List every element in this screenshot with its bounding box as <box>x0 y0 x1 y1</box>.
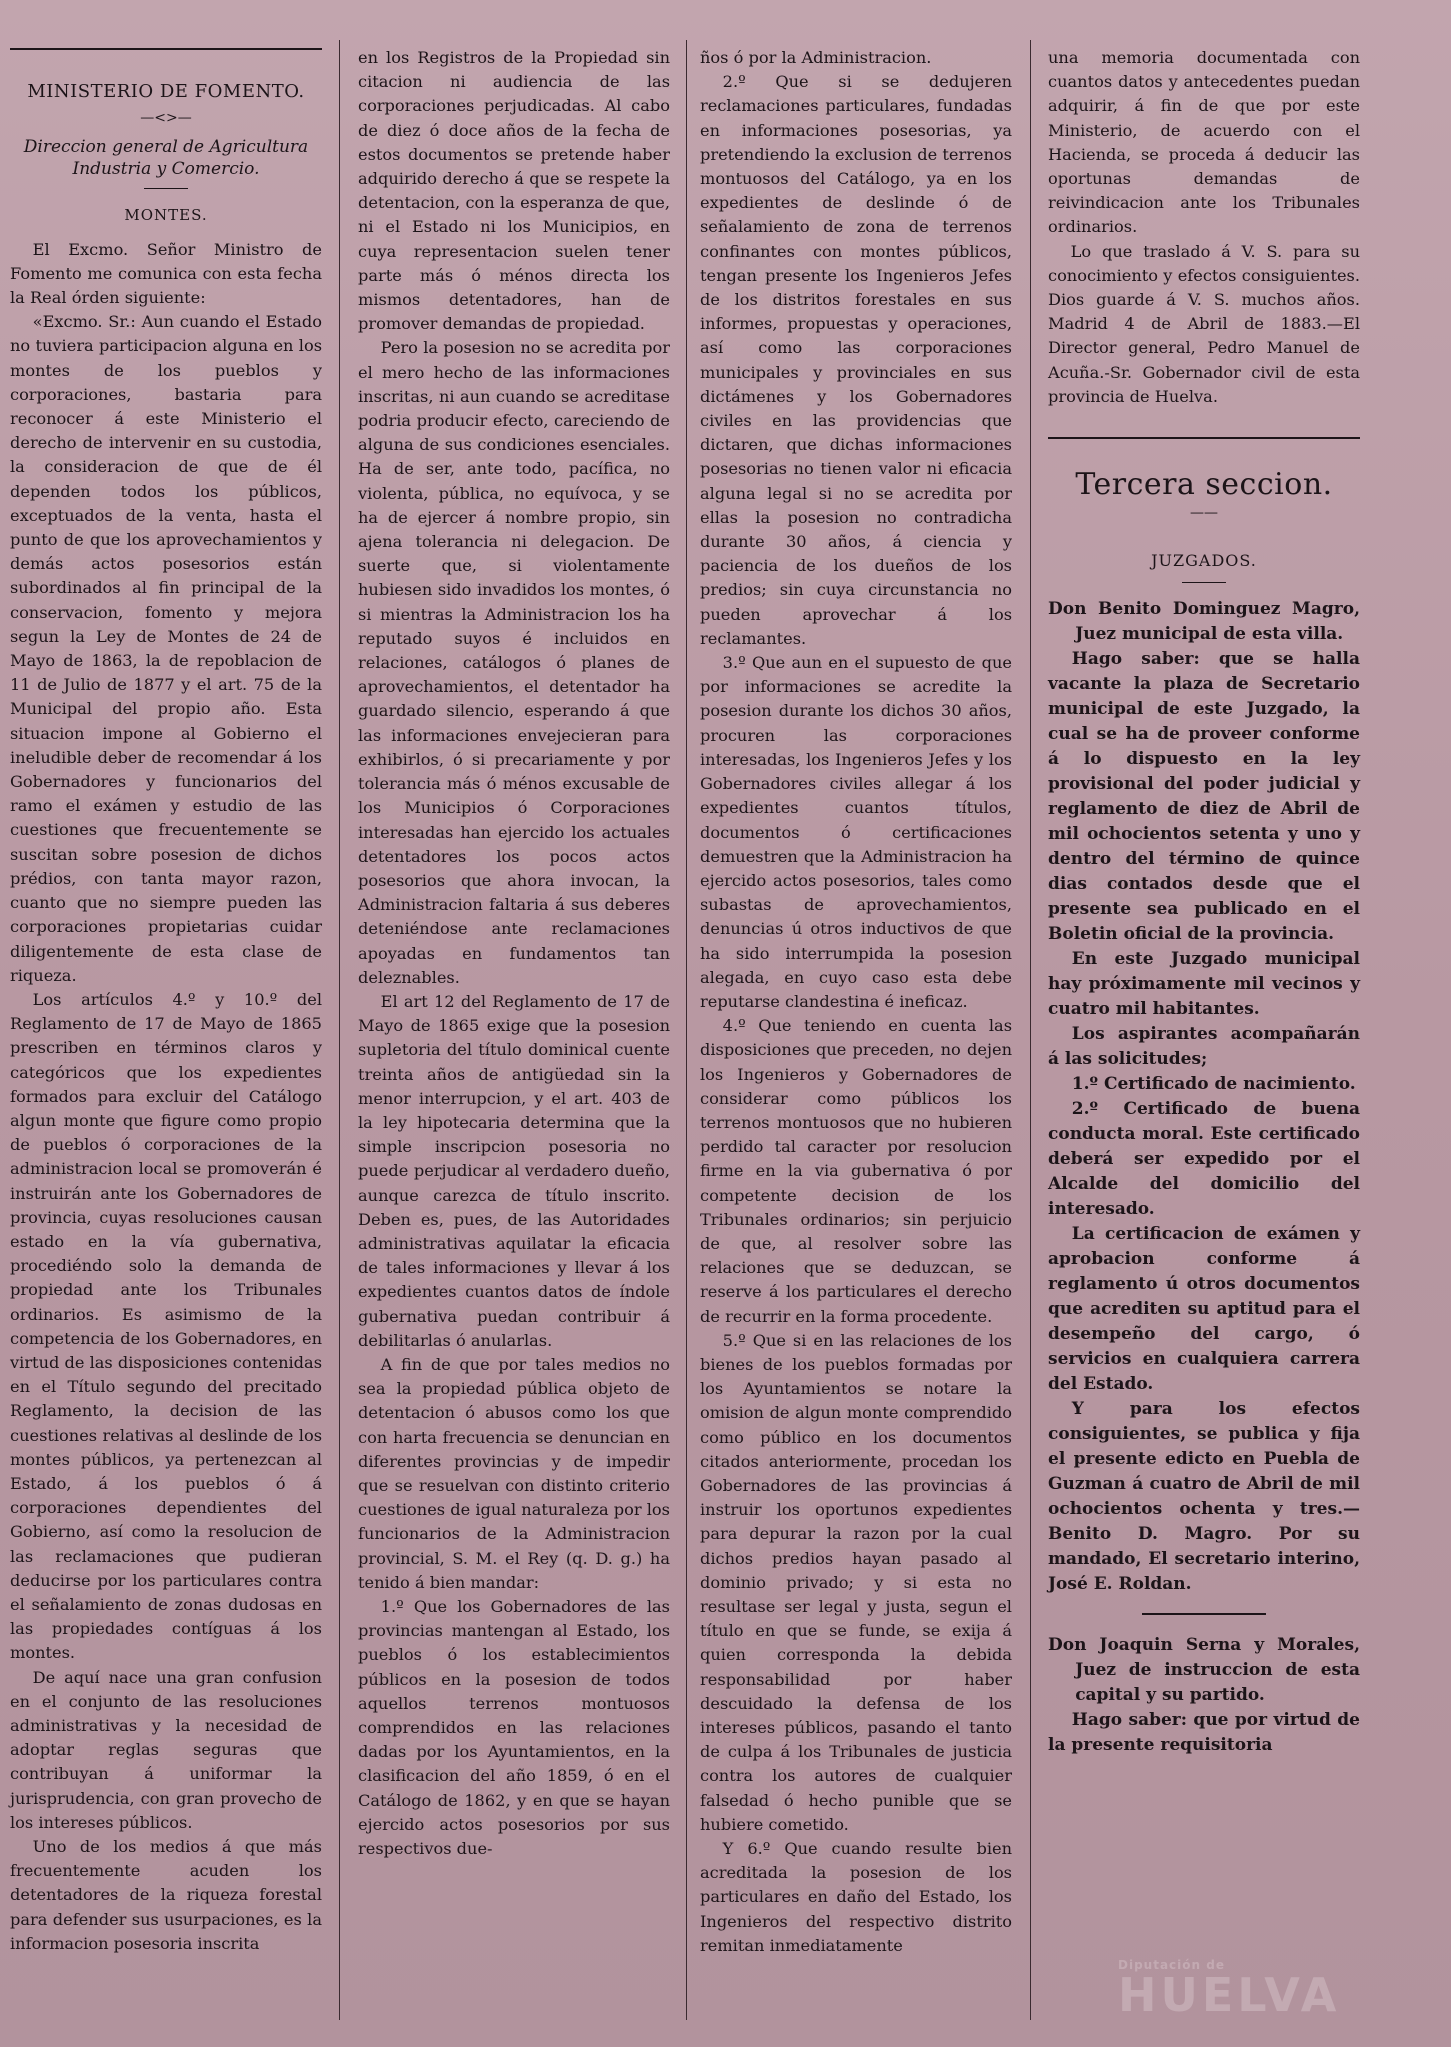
paragraph: 1.º Que los Gobernadores de las provincias mantengan al Estado, los pueblos ó los establecimientos públicos en la posesion de todos aquellos terrenos montuosos comprendidos en las relaciones dadas por los Ayuntamientos, en la clasificacion del año 1859, ó en el Catálogo de 1862, y en que se hayan ejercido actos posesorios por sus respectivos due- <box>358 1597 670 1859</box>
edict-paragraph: Y para los efectos consiguientes, se publica y fija el presente edicto en Puebla de Guzman á cuatro de Abril de mil ochocientos ochenta y tres.—Benito D. Magro. Por su mandado, El secretario interino, José E. Roldan. <box>1048 1398 1360 1594</box>
paragraph: 3.º Que aun en el supuesto de que por informaciones se acredite la posesion durante los dichos 30 años, procuren las corporaciones interesadas, los Ingenieros Jefes y los Gobernadores civiles allegar á los expedientes cuantos títulos, documentos ó certificaciones demuestren que la Administracion ha ejercido actos posesorios, tales como subastas de aprovechamientos, denuncias ú otros inductivos de que ha sido interrumpida la posesion alegada, en cuyo caso esta debe reputarse clandestina é ineficaz. <box>700 653 1012 1011</box>
paragraph: «Excmo. Sr.: Aun cuando el Estado no tuviera participacion alguna en los montes de los pueblos y corporaciones, bastaria para reconocer á este Ministerio el derecho de intervenir en su custodia, la consideracion de que de él dependen todos los públicos, exceptuados de la venta, hasta el punto de que los aprovechamientos y demás actos posesorios están subordinados al fin principal de la conservacion, fomento y mejora segun la Ley de Montes de 24 de Mayo de 1863, la de repoblacion de 11 de Julio de 1877 y el art. 75 de la Municipal del propio año. Esta situacion impone al Gobierno el ineludible deber de recomendar á los Gobernadores y funcionarios del ramo el exámen y estudio de las cuestiones que frecuentemente se suscitan sobre posesion de dichos prédios, con tanta mayor razon, cuanto que no siempre pueden las corporaciones propietarias cuidar diligentemente de esta clase de riqueza. <box>10 312 322 985</box>
section-title: Tercera seccion. <box>1075 467 1333 503</box>
edict-divider <box>1142 1613 1267 1615</box>
paragraph: Lo que traslado á V. S. para su conocimiento y efectos consiguientes. Dios guarde á V. S. muchos años. Madrid 4 de Abril de 1883.—El Director general, Pedro Manuel de Acuña.-Sr. Gobernador civil de esta provincia de Huelva. <box>1048 241 1360 406</box>
column-divider <box>339 40 340 2020</box>
ornament: —<>— <box>140 110 192 127</box>
paragraph: Y 6.º Que cuando resulte bien acreditada la posesion de los particulares en daño del Estado, los Ingenieros del respectivo distrito remitan inmediatamente <box>700 1839 1012 1955</box>
paragraph: ños ó por la Administracion. <box>700 48 932 67</box>
paragraph: 5.º Que si en las relaciones de los bienes de los pueblos formadas por los Ayuntamientos se notare la omision de algun monte comprendido como público en los documentos citados anteriormente, procedan los Gobernadores de las provincias á instruir los oportunos expedientes para depurar la razon por la cual dichos predios hayan pasado al dominio privado; y si esta no resultase ser legal y justa, segun el título en que se funde, se exija á quien corresponda la debida responsabilidad por haber descuidado la defensa de los intereses públicos, pasando el tanto de culpa á los Tribunales de justicia contra los autores de cualquier falsedad ó hecho punible que se hubiere cometido. <box>700 1330 1012 1834</box>
edict-paragraph: 2.º Certificado de buena conducta moral. Este certificado deberá ser expedido por el Alcalde del domicilio del interesado. <box>1048 1098 1360 1219</box>
short-rule <box>144 188 188 189</box>
paragraph: De aquí nace una gran confusion en el conjunto de las resoluciones administrativas y la necesidad de adoptar reglas seguras que contribuyan á uniformar la jurisprudencia, con gran provecho de los intereses públicos. <box>10 1667 322 1832</box>
edict-paragraph: Los aspirantes acompañarán á las solicitudes; <box>1048 1023 1360 1069</box>
edict-paragraph: Hago saber: que se halla vacante la plaza de Secretario municipal de este Juzgado, la cual se ha de proveer conforme á lo dispuesto en la ley provisional del poder judicial y reglamento de diez de Abril de mil ochocientos setenta y uno y dentro del término de quince dias contados desde que el presente sea publicado en el Boletin oficial de la provincia. <box>1048 648 1360 944</box>
paragraph: 4.º Que teniendo en cuenta las disposiciones que preceden, no dejen los Ingenieros y Gobernadores de considerar como públicos los terrenos montuosos que no hubieren perdido tal caracter por resolucion firme en la via gubernativa ó por competente decision de los Tribunales ordinarios; sin perjuicio de que, al resolver sobre las relaciones que se deduzcan, se reserve á los particulares el derecho de recurrir en la forma procedente. <box>700 1016 1012 1326</box>
paragraph: en los Registros de la Propiedad sin citacion ni audiencia de las corporaciones perjudicadas. Al cabo de diez ó doce años de la fecha de estos documentos se pretende haber adquirido derecho á que se respete la detentacion, con la esperanza de que, ni el Estado ni los Municipios, en cuya representacion suelen tener parte más ó ménos directa los mismos detentadores, han de promover demandas de propiedad. <box>358 48 670 334</box>
paragraph: Pero la posesion no se acredita por el mero hecho de las informaciones inscritas, ni aun cuando se acreditase podria producir efecto, careciendo de alguna de sus condiciones esenciales. Ha de ser, ante todo, pacífica, no violenta, pública, no equívoca, y se ha de ejercer á nombre propio, sin ajena tolerancia ni delegacion. De suerte que, si violentamente hubiesen sido invadidos los montes, ó si mientras la Administracion los ha reputado suyos é incluidos en relaciones, catálogos ó planes de aprovechamientos, el detentador ha guardado silencio, esperando á que las informaciones envejecieran para exhibirlos, ó si precariamente y por tolerancia más ó ménos excusable de los Municipios ó Corporaciones interesadas han ejercido los actuales detentadores los pocos actos posesorios que ahora invocan, la Administracion faltaria á sus deberes deteniéndose ante reclamaciones apoyadas en fundamentos tan deleznables. <box>358 338 670 987</box>
top-rule <box>10 48 322 50</box>
ministry-heading: MINISTERIO DE FOMENTO. <box>27 81 305 102</box>
paragraph: 2.º Que si se dedujeren reclamaciones particulares, fundadas en informaciones posesorias, ya pretendiendo la exclusion de terrenos montuosos del Catálogo, ya en los expedientes de deslinde ó de señalamiento de zona de terrenos confinantes con montes públicos, tengan presente los Ingenieros Jefes de los distritos forestales en sus informes, propuestas y operaciones, así como las corporaciones municipales y provinciales en sus dictámenes y los Gobernadores civiles en las providencias que dictaren, que dichas informaciones posesorias no tienen valor ni eficacia alguna legal si no se acredita por ellas la posesion no contradicha durante 30 años, á ciencia y paciencia de los dueños de los predios; sin cuya circunstancia no pueden aprovechar á los reclamantes. <box>700 72 1012 648</box>
column-1 <box>10 40 322 1956</box>
edict-paragraph: Hago saber: que por virtud de la presente requisitoria <box>1048 1709 1360 1755</box>
section-heading: MONTES. <box>124 206 208 225</box>
column-divider <box>1030 40 1031 2020</box>
edict-paragraph: La certificacion de exámen y aprobacion conforme á reglamento ú otros documentos que acrediten su aptitud para el desempeño del cargo, ó servicios en cualquiera carrera del Estado. <box>1048 1223 1360 1394</box>
section-ornament: —— <box>1190 505 1218 522</box>
archive-watermark: Diputación de HUELVA <box>1118 1958 1341 2022</box>
edict-1-heading: Don Benito Dominguez Magro, Juez municipal de esta villa. <box>1048 598 1360 644</box>
paragraph: Uno de los medios á que más frecuentemente acuden los detentadores de la riqueza forestal para defender sus usurpaciones, es la informacion posesoria inscrita <box>10 1837 322 1953</box>
section-rule <box>1048 437 1360 439</box>
paragraph: El art 12 del Reglamento de 17 de Mayo de 1865 exige que la posesion supletoria del título dominical cuente treinta años de antigüedad sin la menor interrupcion, y el art. 403 de la ley hipotecaria determina que la simple inscripcion posesoria no puede perjudicar al verdadero dueño, aunque carezca de título inscrito. Deben es, pues, de las Autoridades administrativas aquilatar la eficacia de tales informaciones y llevar á los expedientes cuantos datos de índole gubernativa puedan contribuir á debilitarlas ó anularlas. <box>358 991 670 1350</box>
column-3 <box>700 46 1012 1958</box>
column-divider <box>686 40 687 2020</box>
paragraph: Los artículos 4.º y 10.º del Reglamento de 17 de Mayo de 1865 prescriben en términos claros y categóricos que los expedientes formados para excluir del Catálogo algun monte que figure como propio de pueblos ó corporaciones de la administracion local se promoverán é instruirán ante los Gobernadores de provincia, cuyas resoluciones causan estado en la vía gubernativa, procediéndo solo la demanda de propiedad ante los Tribunales ordinarios. Es asimismo de la competencia de los Gobernadores, en virtud de las disposiciones contenidas en el Título segundo del precitado Reglamento, la decision de las cuestiones relativas al deslinde de los montes públicos, ya pertenezcan al Estado, á los pueblos ó á corporaciones dependientes del Gobierno, así como la resolucion de las reclamaciones que pudieran deducirse por los particulares contra el señalamiento de zonas dudosas en las propiedades contíguas á los montes. <box>10 989 322 1663</box>
paragraph: El Excmo. Señor Ministro de Fomento me comunica con esta fecha la Real órden siguiente: <box>10 239 322 308</box>
short-rule <box>1182 582 1226 583</box>
paragraph: una memoria documentada con cuantos datos y antecedentes puedan adquirir, á fin de que por este Ministerio, de acuerdo con el Hacienda, se proceda á deducir las oportunas demandas de reivindicacion ante los Tribunales ordinarios. <box>1048 48 1360 237</box>
edict-2-heading: Don Joaquin Serna y Morales, Juez de instruccion de esta capital y su partido. <box>1048 1634 1360 1705</box>
column-2 <box>358 46 670 1861</box>
edict-paragraph: 1.º Certificado de nacimiento. <box>1071 1073 1356 1094</box>
column-4 <box>1048 46 1360 1758</box>
paragraph: A fin de que por tales medios no sea la propiedad pública objeto de detentacion ó abusos como los que con harta frecuencia se denuncian en diferentes provincias y de impedir que se resuelvan con distinto criterio cuestiones de igual naturaleza por los funcionarios de la Administracion provincial, S. M. el Rey (q. D. g.) ha tenido á bien mandar: <box>358 1354 670 1592</box>
direction-heading: Direccion general de Agricultura Industria y Comercio. <box>23 137 309 180</box>
edict-paragraph: En este Juzgado municipal hay próximamente mil vecinos y cuatro mil habitantes. <box>1048 948 1360 1019</box>
juzgados-heading: JUZGADOS. <box>1151 551 1257 571</box>
